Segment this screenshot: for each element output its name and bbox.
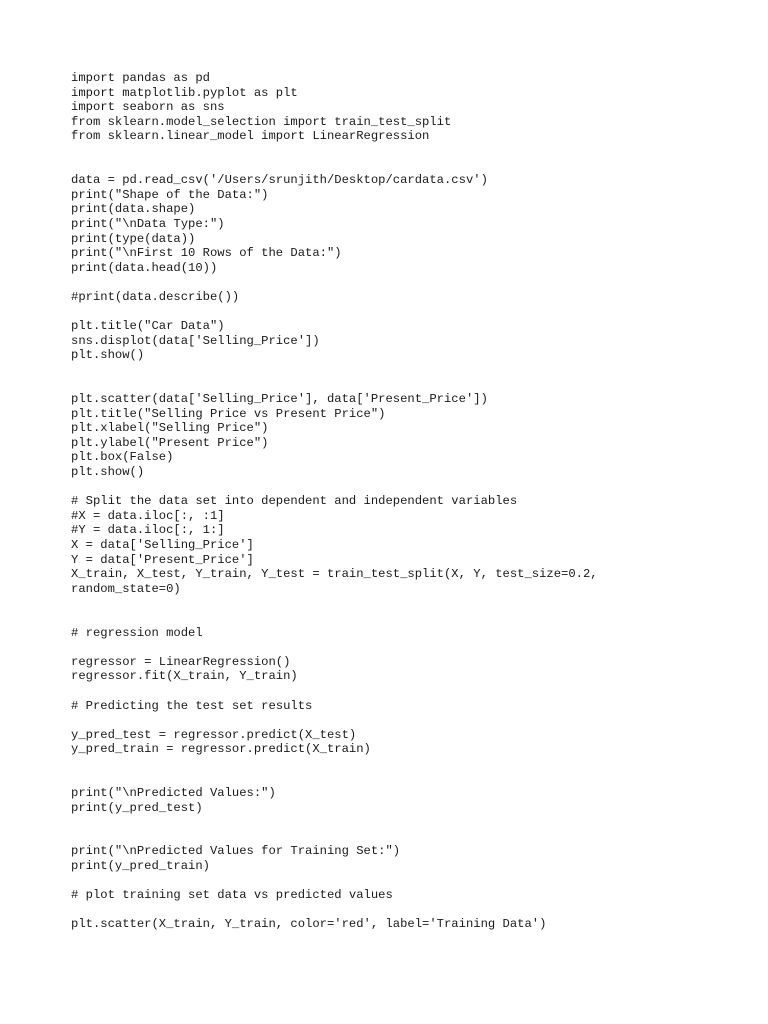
code-line: print(y_pred_train) [71,859,210,874]
code-line: X = data['Selling_Price'] [71,538,254,552]
blank-line [71,480,751,495]
code-line: print("\nData Type:") [71,216,225,231]
code-line: # Predicting the test set results [71,698,313,713]
blank-line [71,772,751,787]
code-line: import pandas as pd [71,71,210,85]
blank-line [71,684,751,699]
code-block [71,71,751,932]
blank-line [71,596,751,611]
code-line: Y = data['Present_Price'] [71,552,254,567]
code-line: regressor = LinearRegression() [71,654,291,669]
code-line: sns.displot(data['Selling_Price']) [71,333,320,348]
blank-line [71,275,751,290]
code-line: import seaborn as sns [71,100,225,115]
blank-line [71,363,751,378]
code-line: random_state=0) [71,581,181,596]
code-line: plt.title("Car Data") [71,319,225,334]
code-line: print(data.head(10)) [71,260,218,275]
blank-line [71,305,751,320]
code-line: #print(data.describe()) [71,289,240,304]
blank-line [71,830,751,845]
blank-line [71,640,751,655]
blank-line [71,611,751,626]
code-line: plt.box(False) [71,450,174,465]
code-line: from sklearn.linear_model import LinearRegression [71,129,430,144]
code-line: data = pd.read_csv('/Users/srunjith/Desktop/cardata.csv') [71,173,488,188]
code-line: print(y_pred_test) [71,800,203,815]
code-line: from sklearn.model_selection import train_test_split [71,114,452,129]
blank-line [71,903,751,918]
blank-line [71,713,751,728]
code-line: # regression model [71,625,203,640]
code-line: import matplotlib.pyplot as plt [71,85,298,100]
code-line: print("Shape of the Data:") [71,187,269,202]
code-line: #X = data.iloc[:, :1] [71,508,225,523]
code-line: print("\nFirst 10 Rows of the Data:") [71,246,342,261]
code-line: plt.xlabel("Selling Price") [71,421,269,436]
blank-line [71,757,751,772]
code-line: # Split the data set into dependent and independent variables [71,494,518,509]
code-line: X_train, X_test, Y_train, Y_test = train_test_split(X, Y, test_size=0.2, [71,567,598,582]
code-line: plt.title("Selling Price vs Present Price") [71,406,386,421]
code-line: print("\nPredicted Values for Training Set:") [71,844,401,859]
code-line: plt.show() [71,465,145,480]
code-line: print(data.shape) [71,202,196,217]
blank-line [71,159,751,174]
blank-line [71,815,751,830]
code-line: y_pred_test = regressor.predict(X_test) [71,727,357,742]
code-line: plt.ylabel("Present Price") [71,435,269,450]
blank-line [71,144,751,159]
code-line: y_pred_train = regressor.predict(X_train) [71,742,371,757]
code-line: # plot training set data vs predicted values [71,888,393,903]
blank-line [71,874,751,889]
code-line: plt.scatter(data['Selling_Price'], data['Present_Price']) [71,392,488,407]
code-line: plt.scatter(X_train, Y_train, color='red', label='Training Data') [71,917,547,932]
code-line: regressor.fit(X_train, Y_train) [71,669,298,684]
code-line: print("\nPredicted Values:") [71,786,276,801]
code-line: print(type(data)) [71,231,196,246]
code-line: plt.show() [71,348,145,363]
blank-line [71,377,751,392]
code-line: #Y = data.iloc[:, 1:] [71,523,225,538]
